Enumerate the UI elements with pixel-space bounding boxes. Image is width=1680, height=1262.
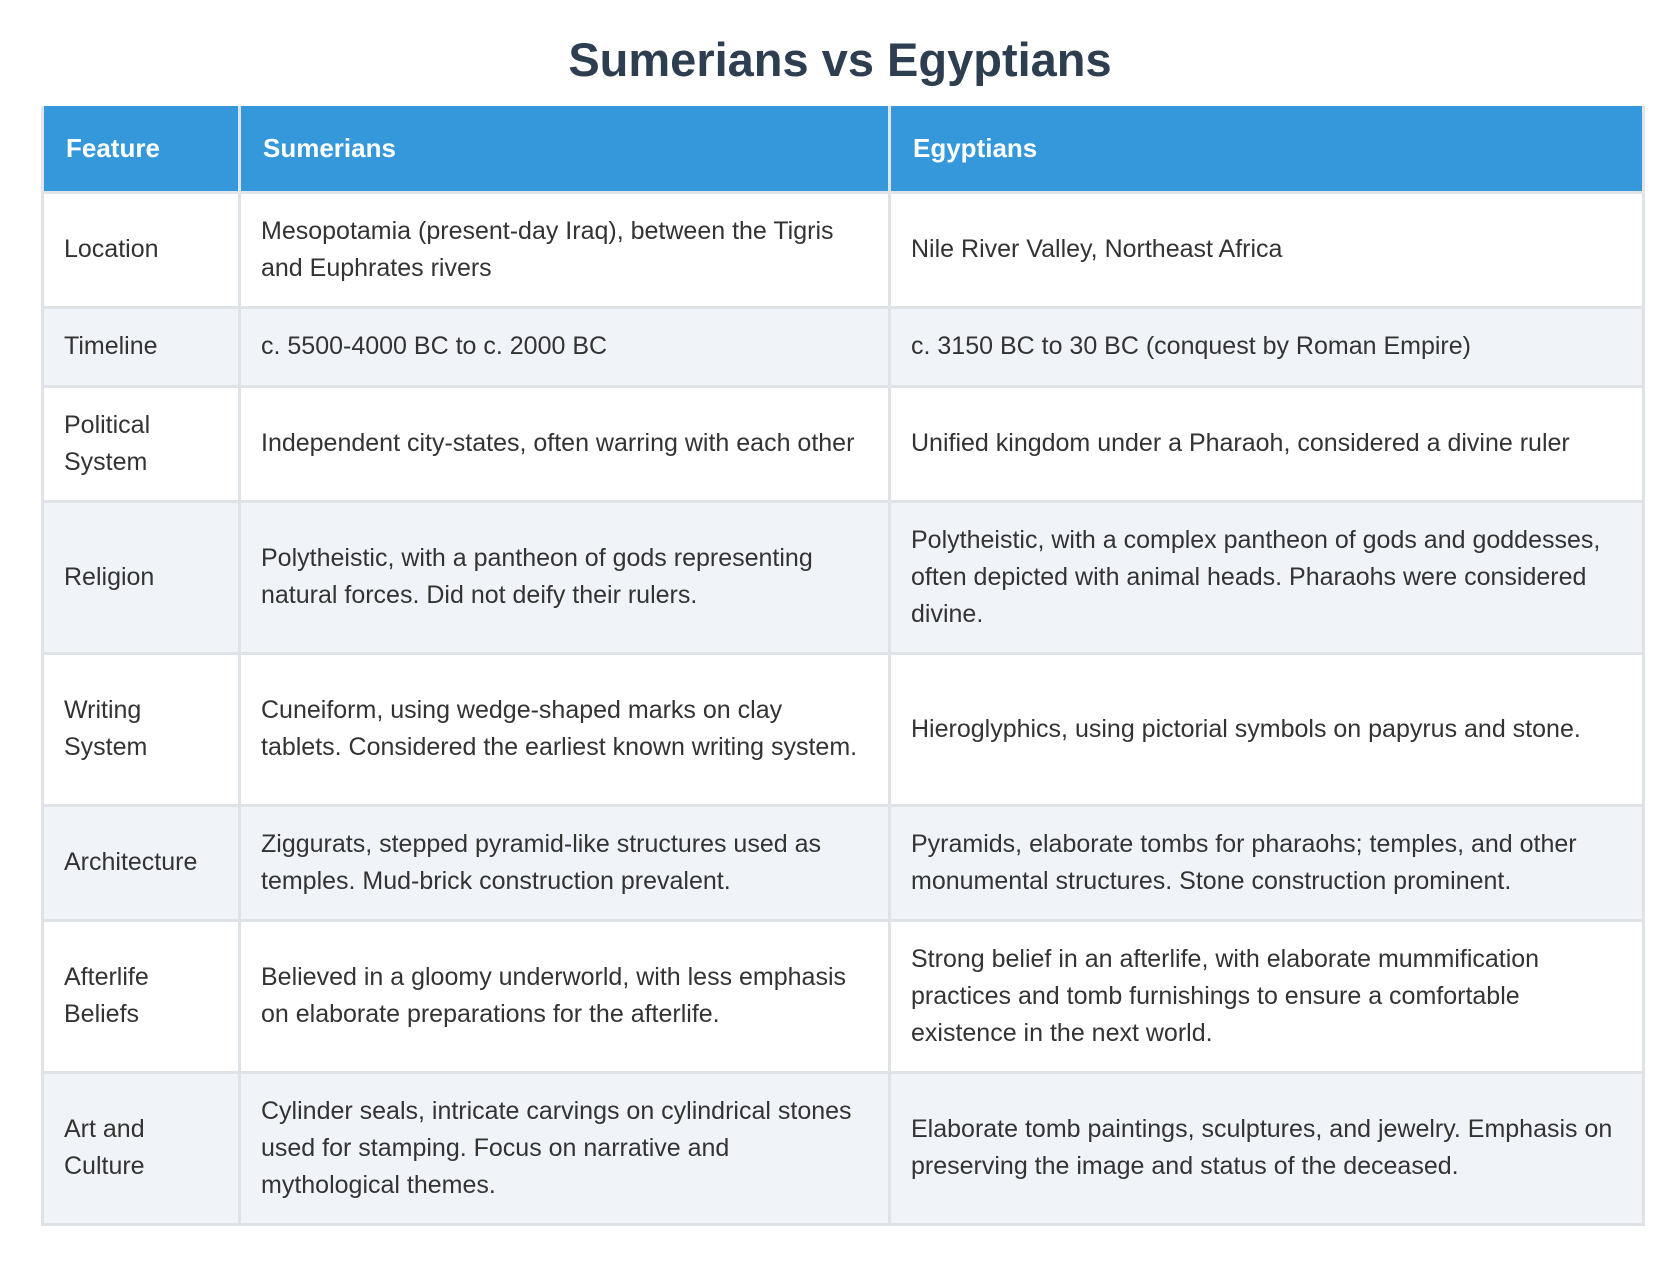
sumerians-cell: Cylinder seals, intricate carvings on cylindrical stones used for stamping. Focus on narrative and mythological themes. [240, 1072, 890, 1224]
column-header-sumerians: Sumerians [240, 106, 890, 192]
header-row [43, 106, 1644, 192]
sumerians-cell: Polytheistic, with a pantheon of gods representing natural forces. Did not deify their rulers. [240, 501, 890, 653]
feature-cell: Writing System [43, 653, 240, 805]
egyptians-cell: Nile River Valley, Northeast Africa [890, 192, 1644, 307]
page-title: Sumerians vs Egyptians [568, 33, 1112, 86]
table-header [43, 106, 1644, 192]
egyptians-cell: Polytheistic, with a complex pantheon of gods and goddesses, often depicted with animal heads. Pharaohs were considered divine. [890, 501, 1644, 653]
feature-cell: Location [43, 192, 240, 307]
sumerians-cell: Mesopotamia (present-day Iraq), between the Tigris and Euphrates rivers [240, 192, 890, 307]
egyptians-cell: Hieroglyphics, using pictorial symbols on papyrus and stone. [890, 653, 1644, 805]
table-row [43, 920, 1644, 1072]
egyptians-cell: Unified kingdom under a Pharaoh, considered a divine ruler [890, 386, 1644, 501]
egyptians-cell: c. 3150 BC to 30 BC (conquest by Roman Empire) [890, 307, 1644, 386]
table-row [43, 501, 1644, 653]
sumerians-cell: Cuneiform, using wedge-shaped marks on clay tablets. Considered the earliest known writing system. [240, 653, 890, 805]
table-row [43, 805, 1644, 920]
table-row [43, 653, 1644, 805]
feature-cell: Timeline [43, 307, 240, 386]
table-row [43, 307, 1644, 386]
sumerians-cell: Independent city-states, often warring with each other [240, 386, 890, 501]
table-row [43, 192, 1644, 307]
feature-cell: Afterlife Beliefs [43, 920, 240, 1072]
column-header-egyptians: Egyptians [890, 106, 1644, 192]
egyptians-cell: Elaborate tomb paintings, sculptures, and jewelry. Emphasis on preserving the image and status of the deceased. [890, 1072, 1644, 1224]
feature-cell: Political System [43, 386, 240, 501]
column-header-feature: Feature [43, 106, 240, 192]
feature-cell: Art and Culture [43, 1072, 240, 1224]
comparison-table [41, 106, 1645, 1226]
sumerians-cell: c. 5500-4000 BC to c. 2000 BC [240, 307, 890, 386]
table-row [43, 1072, 1644, 1224]
sumerians-cell: Ziggurats, stepped pyramid-like structures used as temples. Mud-brick construction prevalent. [240, 805, 890, 920]
feature-cell: Architecture [43, 805, 240, 920]
egyptians-cell: Pyramids, elaborate tombs for pharaohs; temples, and other monumental structures. Stone construction prominent. [890, 805, 1644, 920]
sumerians-cell: Believed in a gloomy underworld, with less emphasis on elaborate preparations for the afterlife. [240, 920, 890, 1072]
table-body [43, 192, 1644, 1224]
table-row [43, 386, 1644, 501]
feature-cell: Religion [43, 501, 240, 653]
egyptians-cell: Strong belief in an afterlife, with elaborate mummification practices and tomb furnishings to ensure a comfortable existence in the next world. [890, 920, 1644, 1072]
